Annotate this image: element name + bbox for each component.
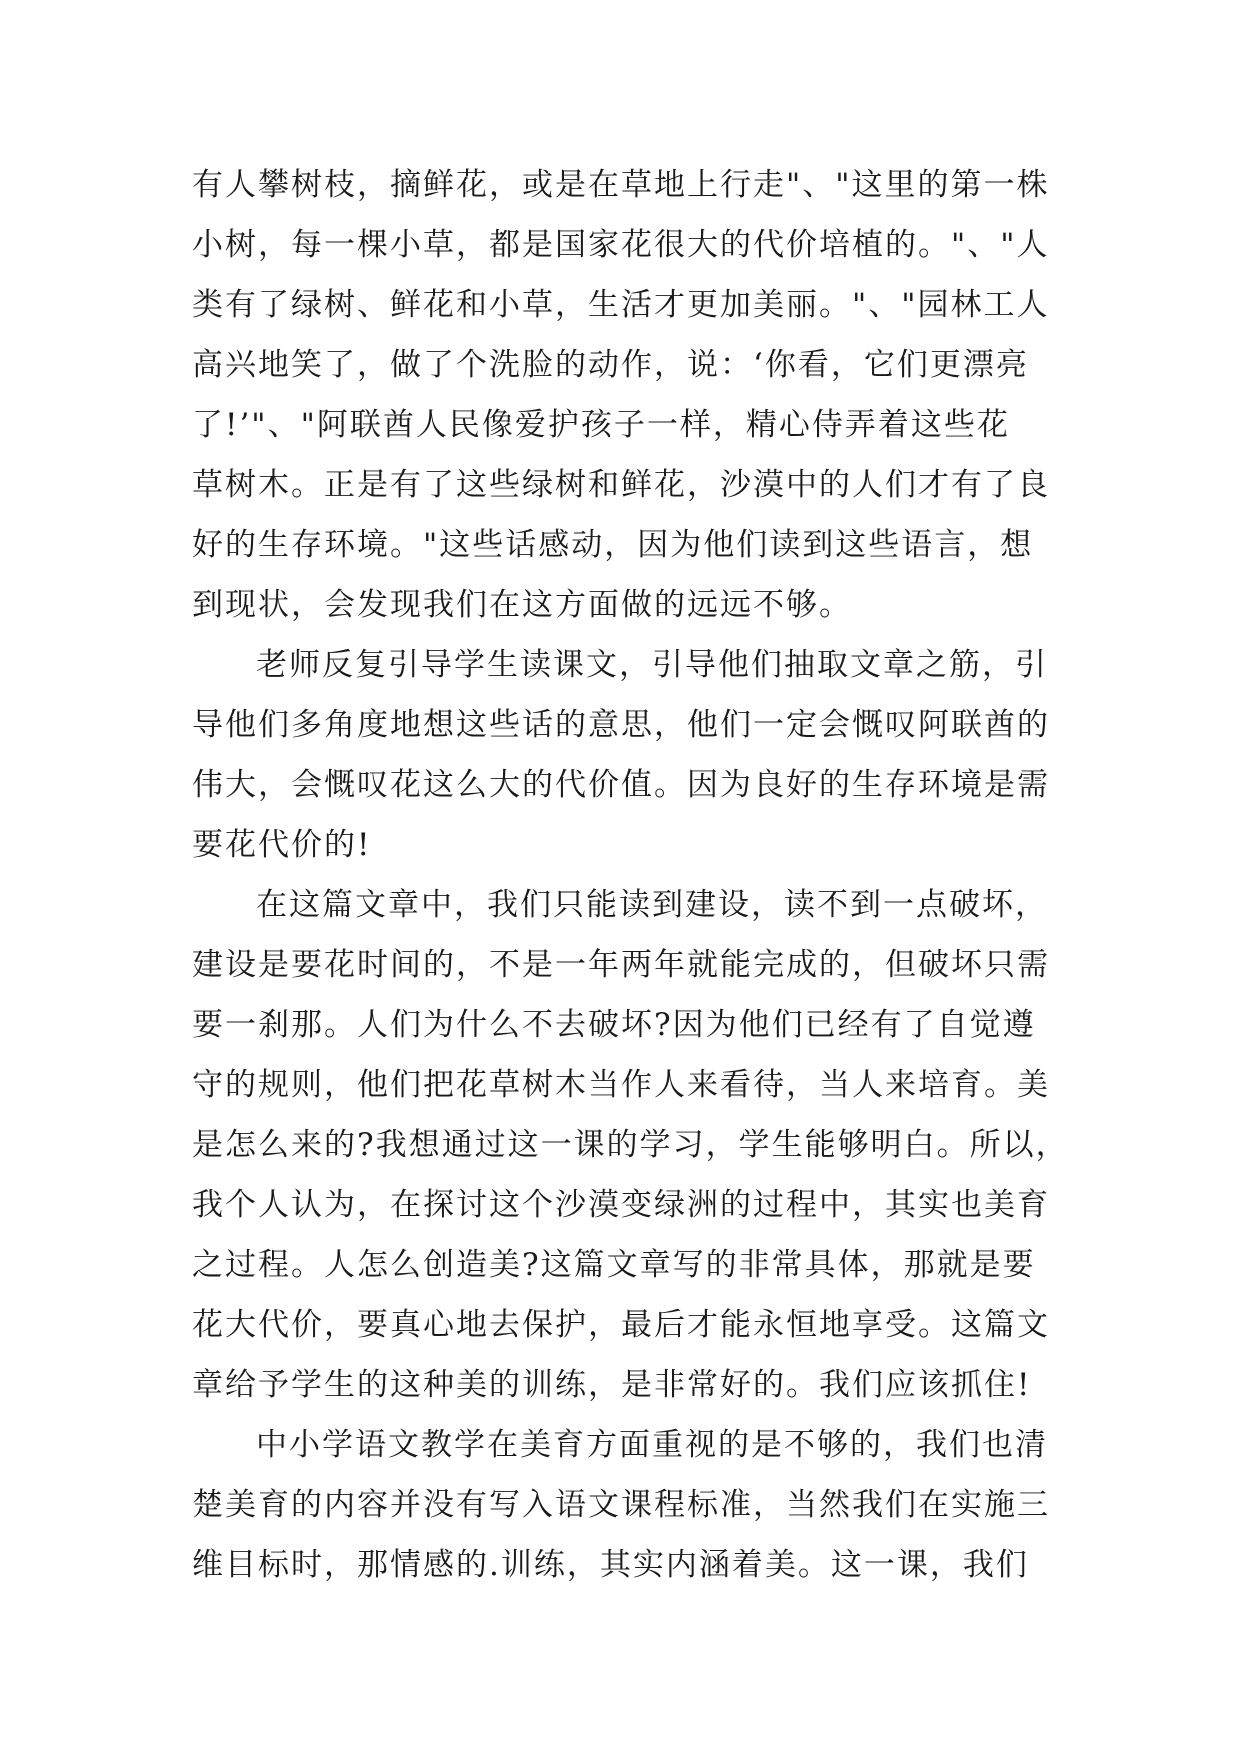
text-line: 楚美育的内容并没有写入语文课程标准，当然我们在实施三: [192, 1487, 1050, 1523]
text-line: 好的生存环境。"这些话感动，因为他们读到这些语言，想: [192, 527, 1034, 563]
text-line: 章给予学生的这种美的训练，是非常好的。我们应该抓住!: [192, 1367, 1032, 1403]
text-line: 类有了绿树、鲜花和小草，生活才更加美丽。"、"园林工人: [192, 287, 1050, 323]
text-line: 小树，每一棵小草，都是国家花很大的代价培植的。"、"人: [192, 227, 1050, 263]
text-line: 草树木。正是有了这些绿树和鲜花，沙漠中的人们才有了良: [192, 467, 1050, 503]
paragraph-4: [192, 1415, 1052, 1595]
text-line: 有人攀树枝，摘鲜花，或是在草地上行走"、"这里的第一株: [192, 167, 1050, 203]
text-line: 之过程。人怎么创造美?这篇文章写的非常具体，那就是要: [192, 1247, 1036, 1283]
text-line: 花大代价，要真心地去保护，最后才能永恒地享受。这篇文: [192, 1307, 1050, 1343]
text-line: 中小学语文教学在美育方面重视的是不够的，我们也清: [256, 1427, 1048, 1463]
text-line: 了!’"、"阿联酋人民像爱护孩子一样，精心侍弄着这些花: [192, 407, 1010, 443]
document-body: [192, 155, 1069, 1595]
paragraph-3: [192, 875, 1069, 1415]
paragraph-1: [192, 155, 1052, 635]
text-line: 伟大，会慨叹花这么大的代价值。因为良好的生存环境是需: [192, 767, 1050, 803]
text-line: 老师反复引导学生读课文，引导他们抽取文章之筋，引: [256, 647, 1048, 683]
text-line: 到现状，会发现我们在这方面做的远远不够。: [192, 587, 852, 623]
text-line: 守的规则，他们把花草树木当作人来看待，当人来培育。美: [192, 1067, 1050, 1103]
text-line: 我个人认为，在探讨这个沙漠变绿洲的过程中，其实也美育: [192, 1187, 1050, 1223]
text-line: 建设是要花时间的，不是一年两年就能完成的，但破坏只需: [192, 947, 1050, 983]
text-line: 要一刹那。人们为什么不去破坏?因为他们已经有了自觉遵: [192, 1007, 1036, 1043]
text-line: 导他们多角度地想这些话的意思，他们一定会慨叹阿联酋的: [192, 707, 1050, 743]
paragraph-2: [192, 635, 1052, 875]
text-line: 维目标时，那情感的.训练，其实内涵着美。这一课，我们: [192, 1547, 1029, 1583]
text-line: 要花代价的!: [192, 827, 372, 863]
text-line: 在这篇文章中，我们只能读到建设，读不到一点破坏，: [256, 887, 1048, 923]
text-line: 是怎么来的?我想通过这一课的学习，学生能够明白。所以，: [192, 1127, 1069, 1163]
text-line: 高兴地笑了，做了个洗脸的动作，说：‘你看，它们更漂亮: [192, 347, 1029, 383]
